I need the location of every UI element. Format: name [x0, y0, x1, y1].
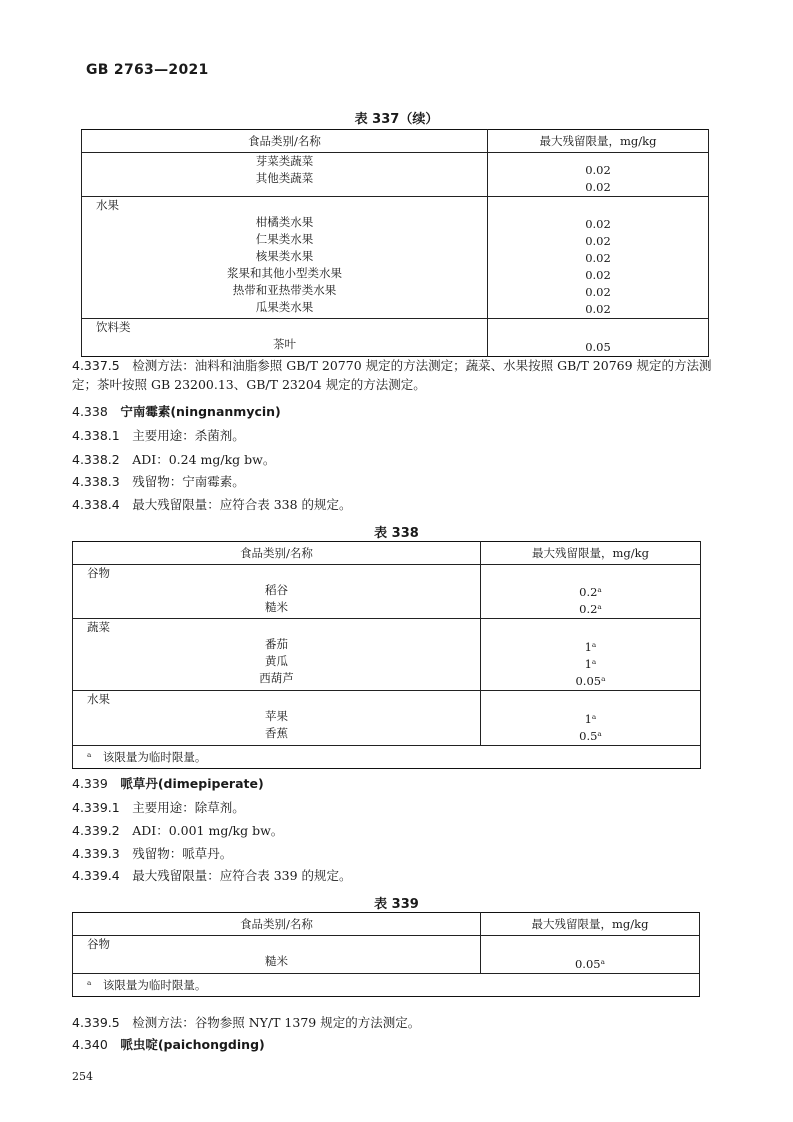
clause-4-338-3	[72, 472, 245, 491]
clause-number: 4.338.4	[72, 497, 120, 512]
clause-number: 4.338.2	[72, 452, 120, 467]
limit-value: 0.05ᵃ	[575, 674, 606, 688]
page-number: 254	[72, 1070, 93, 1083]
clause-4-339-5	[72, 1013, 420, 1032]
clause-text: 最大残留限量：应符合表 339 的规定。	[132, 868, 352, 883]
limit-value: 0.05	[585, 340, 611, 354]
clause-text: 残留物：哌草丹。	[132, 846, 233, 861]
section-4-340	[72, 1035, 265, 1054]
food-item: 柑橘类水果	[255, 215, 314, 229]
limit-value: 0.02	[585, 285, 611, 299]
clause-4-338-4	[72, 495, 352, 514]
limit-value: 0.02	[585, 302, 611, 316]
table-338-col-value: 最大残留限量，mg/kg	[481, 542, 701, 565]
limit-value: 1ᵃ	[584, 712, 597, 726]
section-number: 4.338	[72, 404, 108, 419]
section-number: 4.340	[72, 1037, 108, 1052]
table-338-group-vegetables	[73, 619, 701, 691]
clause-number: 4.339.2	[72, 823, 120, 838]
table-338-group-fruits	[73, 691, 701, 746]
category-label: 水果	[87, 692, 110, 706]
clause-text: 检测方法：油料和油脂参照 GB/T 20770 规定的方法测定；蔬菜、水果按照 GB/T 20769 规定的方法测定；茶叶按照 GB 23200.13、GB/T 23204 规定的方法测定。	[72, 358, 712, 392]
category-label: 水果	[96, 198, 119, 212]
clause-4-338-1	[72, 426, 245, 445]
clause-text: 残留物：宁南霉素。	[132, 474, 245, 489]
food-item: 热带和亚热带类水果	[232, 283, 337, 297]
table-337	[81, 129, 709, 357]
clause-4-339-2	[72, 821, 283, 840]
food-item: 其他类蔬菜	[255, 171, 314, 185]
table-339-col-value: 最大残留限量，mg/kg	[481, 913, 700, 936]
food-item: 糙米	[265, 600, 288, 614]
category-label: 蔬菜	[87, 620, 110, 634]
section-number: 4.339	[72, 776, 108, 791]
food-item: 黄瓜	[265, 654, 288, 668]
limit-value: 0.02	[585, 163, 611, 177]
food-item: 稻谷	[265, 583, 288, 597]
clause-text: 检测方法：谷物参照 NY/T 1379 规定的方法测定。	[132, 1015, 421, 1030]
food-item: 核果类水果	[255, 249, 314, 263]
table-337-group-fruits	[82, 197, 709, 319]
clause-4-337-5	[72, 356, 712, 394]
clause-number: 4.339.5	[72, 1015, 120, 1030]
section-title: 哌虫啶(paichongding)	[120, 1037, 265, 1052]
clause-text: ADI：0.24 mg/kg bw。	[132, 452, 276, 467]
clause-4-338-2	[72, 450, 275, 469]
table-338-footnote: ᵃ 该限量为临时限量。	[73, 746, 701, 769]
table-337-col-value: 最大残留限量，mg/kg	[488, 130, 709, 153]
limit-value: 0.05ᵃ	[574, 957, 606, 971]
food-item: 番茄	[265, 637, 288, 651]
food-item: 瓜果类水果	[255, 300, 314, 314]
food-item: 西葫芦	[259, 671, 294, 685]
limit-value: 0.02	[585, 268, 611, 282]
table-338	[72, 541, 701, 769]
limit-value: 0.5ᵃ	[579, 729, 602, 743]
clause-number: 4.338.3	[72, 474, 120, 489]
table-337-group-beverages	[82, 319, 709, 357]
limit-value: 0.2ᵃ	[579, 585, 602, 599]
food-item: 糙米	[265, 954, 288, 968]
clause-text: 主要用途：除草剂。	[132, 800, 245, 815]
table-338-caption: 表 338	[374, 526, 419, 541]
section-4-338	[72, 402, 281, 421]
table-339-group-cereals	[73, 936, 700, 974]
section-title: 宁南霉素(ningnanmycin)	[120, 404, 281, 419]
clause-4-339-4	[72, 866, 352, 885]
clause-number: 4.337.5	[72, 358, 120, 373]
food-item: 茶叶	[273, 337, 296, 351]
table-339	[72, 912, 700, 997]
food-item: 芽菜类蔬菜	[255, 154, 314, 168]
limit-value: 0.02	[585, 180, 611, 194]
table-337-col-name: 食品类别/名称	[82, 130, 488, 153]
category-label: 饮料类	[96, 320, 131, 334]
food-item: 苹果	[265, 709, 288, 723]
table-339-footnote: ᵃ 该限量为临时限量。	[73, 974, 700, 997]
food-item: 香蕉	[265, 726, 288, 740]
clause-text: 主要用途：杀菌剂。	[132, 428, 245, 443]
clause-text: ADI：0.001 mg/kg bw。	[132, 823, 284, 838]
table-337-group-vegetables	[82, 153, 709, 197]
limit-value: 0.02	[585, 217, 611, 231]
clause-number: 4.339.4	[72, 868, 120, 883]
table-339-caption: 表 339	[374, 897, 419, 912]
table-338-group-cereals	[73, 565, 701, 619]
clause-number: 4.338.1	[72, 428, 120, 443]
category-label: 谷物	[87, 937, 110, 951]
limit-value: 0.02	[585, 234, 611, 248]
clause-text: 最大残留限量：应符合表 338 的规定。	[132, 497, 352, 512]
section-4-339	[72, 774, 264, 793]
food-item: 仁果类水果	[255, 232, 314, 246]
clause-number: 4.339.3	[72, 846, 120, 861]
standard-header: GB 2763—2021	[86, 62, 209, 78]
limit-value: 0.02	[585, 251, 611, 265]
table-338-col-name: 食品类别/名称	[73, 542, 481, 565]
limit-value: 1ᵃ	[584, 657, 597, 671]
limit-value: 0.2ᵃ	[579, 602, 602, 616]
section-title: 哌草丹(dimepiperate)	[120, 776, 264, 791]
clause-number: 4.339.1	[72, 800, 120, 815]
category-label: 谷物	[87, 566, 110, 580]
limit-value: 1ᵃ	[584, 640, 597, 654]
clause-4-339-1	[72, 798, 245, 817]
food-item: 浆果和其他小型类水果	[227, 266, 342, 280]
table-339-col-name: 食品类别/名称	[73, 913, 481, 936]
clause-4-339-3	[72, 844, 232, 863]
table-337-caption: 表 337（续）	[354, 112, 439, 127]
